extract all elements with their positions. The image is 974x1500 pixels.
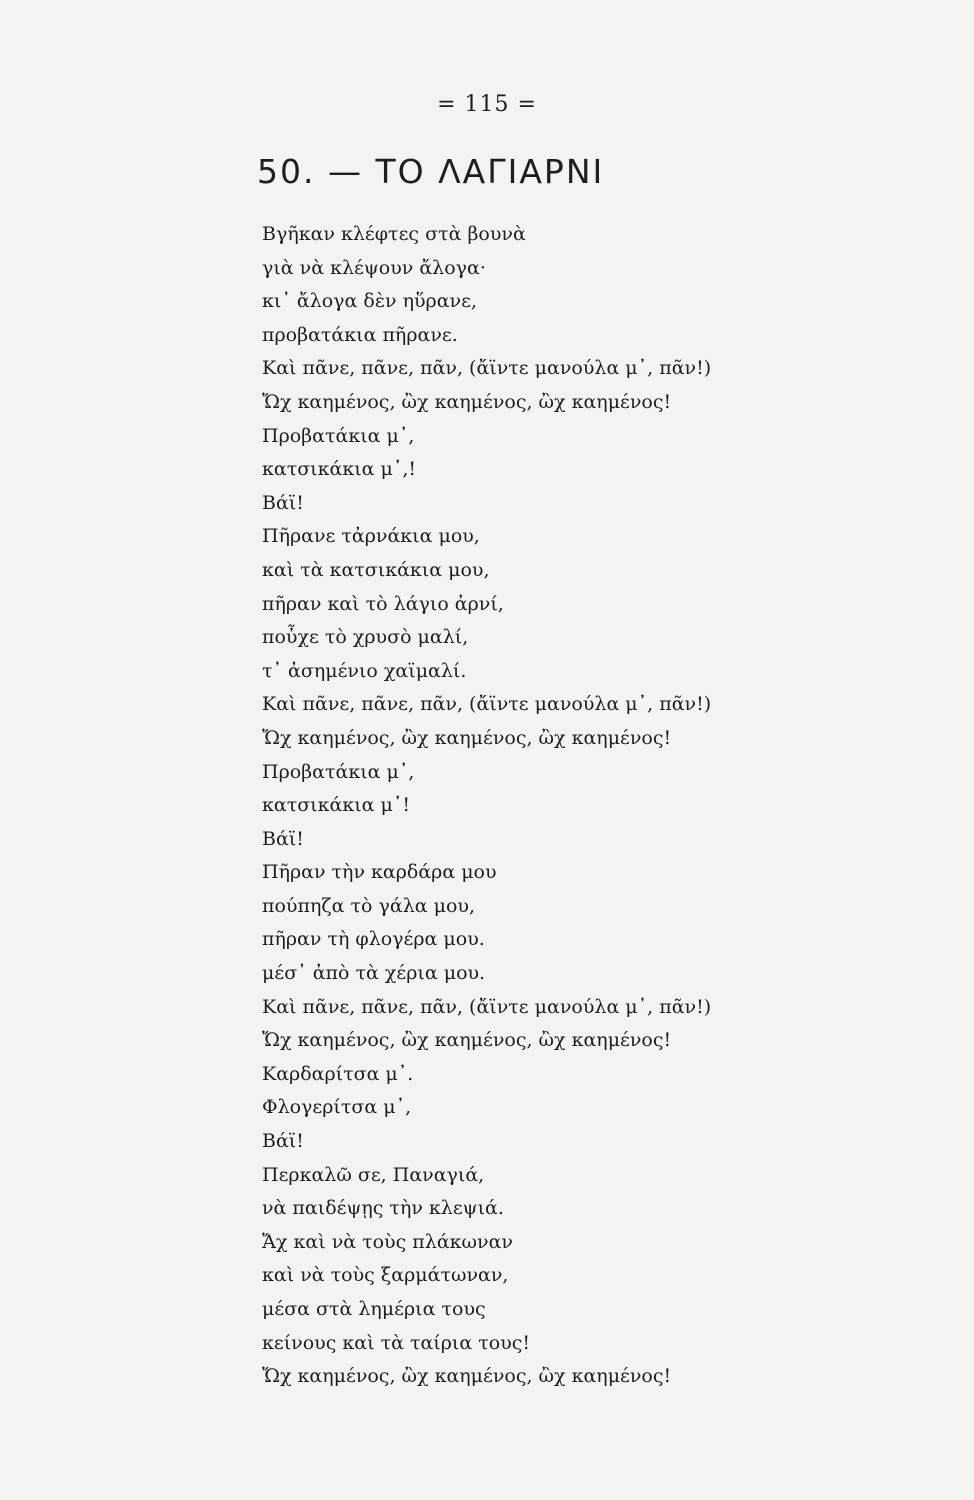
poem-line: Βάϊ! (262, 1130, 304, 1153)
poem-line: Ὤχ καημένος, ὢχ καημένος, ὢχ καημένος! (262, 390, 672, 413)
poem-line: Προβατάκια μ᾿, (262, 424, 415, 447)
poem-line: γιὰ νὰ κλέψουν ἄλογα· (262, 256, 486, 279)
poem-line: Περκαλῶ σε, Παναγιά, (262, 1163, 485, 1186)
poem-line: Βάϊ! (262, 491, 304, 514)
poem-line: προβατάκια πῆρανε. (262, 323, 458, 346)
poem-line: κι᾿ ἄλογα δὲν ηὕρανε, (262, 290, 477, 313)
poem-line: καὶ τὰ κατσικάκια μου, (262, 558, 490, 581)
poem-line: Πῆρανε τἀρνάκια μου, (262, 525, 480, 548)
poem-line: Πῆραν τὴν καρδάρα μου (262, 861, 497, 884)
poem-line: τ᾿ ἀσημένιο χαϊμαλί. (262, 659, 467, 682)
poem-line: Ὤχ καημένος, ὢχ καημένος, ὢχ καημένος! (262, 1029, 672, 1052)
poem-line: Ἄχ καὶ νὰ τοὺς πλάκωναν (262, 1230, 513, 1253)
poem-line: νὰ παιδέψῃς τὴν κλεψιά. (262, 1197, 504, 1220)
poem-line: Καὶ πᾶνε, πᾶνε, πᾶν, (ἄϊντε μανούλα μ᾿, πᾶν!) (262, 693, 712, 716)
poem-line: καὶ νὰ τοὺς ξαρμάτωναν, (262, 1264, 509, 1287)
poem-line: κατσικάκια μ᾿,! (262, 458, 417, 481)
poem-line: Ὤχ καημένος, ὢχ καημένος, ὢχ καημένος! (262, 1365, 672, 1388)
poem-line: Προβατάκια μ᾿, (262, 760, 415, 783)
poem-title: 50. — ΤΟ ΛΑΓΙΑΡΝΙ (257, 152, 605, 191)
poem-line: Καρδαρίτσα μ᾿. (262, 1062, 414, 1085)
poem-body (262, 218, 882, 1394)
poem-line: μέσ᾿ ἀπὸ τὰ χέρια μου. (262, 962, 486, 985)
poem-line: μέσα στὰ λημέρια τους (262, 1298, 486, 1320)
poem-line: πῆραν καὶ τὸ λάγιο ἀρνί, (262, 592, 504, 615)
poem-line: πούπηζα τὸ γάλα μου, (262, 894, 475, 917)
poem-line: πῆραν τὴ φλογέρα μου. (262, 928, 485, 951)
poem-line: ποὖχε τὸ χρυσὸ μαλί, (262, 626, 469, 649)
poem-line: κατσικάκια μ᾿! (262, 794, 411, 817)
poem-line: Καὶ πᾶνε, πᾶνε, πᾶν, (ἄϊντε μανούλα μ᾿, πᾶν!) (262, 995, 712, 1018)
poem-line: Βάϊ! (262, 827, 304, 850)
poem-line: Βγῆκαν κλέφτες στὰ βουνὰ (262, 223, 526, 245)
poem-line: Καὶ πᾶνε, πᾶνε, πᾶν, (ἄϊντε μανούλα μ᾿, πᾶν!) (262, 357, 712, 380)
poem-line: Φλογερίτσα μ᾿, (262, 1096, 412, 1119)
page-number: = 115 = (437, 92, 537, 117)
poem-line: Ὤχ καημένος, ὢχ καημένος, ὢχ καημένος! (262, 726, 672, 749)
poem-line: κείνους καὶ τὰ ταίρια τους! (262, 1331, 531, 1354)
